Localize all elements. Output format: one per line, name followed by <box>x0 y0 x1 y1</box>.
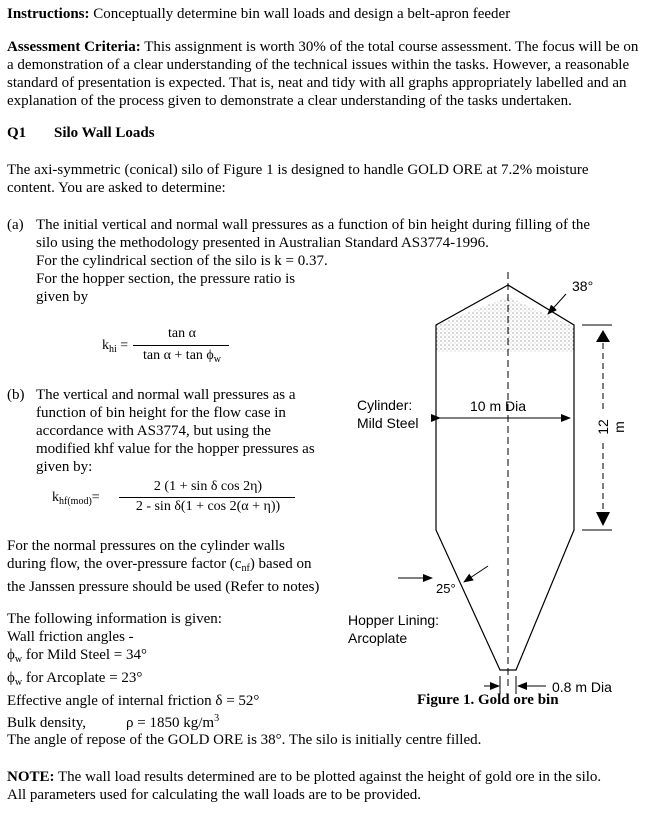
part-a-line-5: given by <box>36 289 89 305</box>
hopper-label-line-1: Hopper Lining: <box>348 612 440 628</box>
intro-line-1: The axi-symmetric (conical) silo of Figure 1 is designed to handle GOLD ORE at 7.2% moisture <box>7 162 589 178</box>
part-a-line-2: silo using the methodology presented in Australian Standard AS3774-1996. <box>36 235 489 251</box>
part-b-line-4: modified khf value for the hopper pressures as <box>36 441 315 457</box>
part-b-marker: (b) <box>7 387 25 403</box>
hopper-label-line-2: Arcoplate <box>348 630 408 646</box>
formula-2-equals: = <box>91 490 100 505</box>
normal-note-line-2-a: during flow, the over-pressure factor (c <box>7 556 242 572</box>
given-bulk-density-sup: 3 <box>214 713 220 724</box>
instructions-text: Conceptually determine bin wall loads and design a belt-apron feeder <box>89 6 511 22</box>
q1-title: Silo Wall Loads <box>54 125 155 141</box>
formula-2-denominator: 2 - sin δ(1 + cos 2(α + η)) <box>135 499 281 514</box>
given-phi-2-sub: w <box>14 677 23 688</box>
outlet-label: 0.8 m Dia <box>552 679 612 695</box>
given-arcoplate: for Arcoplate = 23° <box>22 670 143 686</box>
assessment-label: Assessment Criteria: <box>7 39 141 55</box>
assessment-line-3: standard of presentation is expected. That is, neat and tidy with all graphs appropriately labelled and an <box>7 75 627 91</box>
instructions-label: Instructions: <box>7 6 90 22</box>
given-line-2: Wall friction angles - <box>7 629 134 645</box>
ore-heap <box>436 297 574 352</box>
angle-38-arrow <box>548 294 566 314</box>
height-arrow-up <box>596 330 610 342</box>
formula-1-numerator: tan α <box>168 326 196 341</box>
formula-1-k: k <box>102 338 109 353</box>
angle-25-arrow-right <box>464 566 488 582</box>
formula-1-k-sub: hi <box>109 344 117 355</box>
height-label: 12 m <box>595 413 613 441</box>
normal-note-line-1: For the normal pressures on the cylinder walls <box>7 538 285 554</box>
normal-note-line-3: the Janssen pressure should be used (Refer to notes) <box>7 579 320 595</box>
height-arrow-down <box>596 512 610 526</box>
given-phi-1-sub: w <box>14 654 23 665</box>
hopper-label <box>348 611 439 647</box>
given-line-1: The following information is given: <box>7 611 222 627</box>
note-label: NOTE: <box>7 769 55 785</box>
cylinder-label-line-2: Mild Steel <box>357 415 419 431</box>
angle-25-label: 25° <box>436 581 456 596</box>
figure-caption: Figure 1. Gold ore bin <box>417 692 559 708</box>
part-b-line-1: The vertical and normal wall pressures as a <box>36 387 296 403</box>
intro-line-2: content. You are asked to determine: <box>7 180 226 196</box>
given-mild-steel: for Mild Steel = 34° <box>22 647 148 663</box>
given-line-5: Effective angle of internal friction δ = 52° <box>7 693 260 709</box>
note-line-1: The wall load results determined are to be plotted against the height of gold ore in the silo. <box>54 769 602 785</box>
cylinder-label <box>357 396 418 432</box>
assessment-line-1: This assignment is worth 30% of the total course assessment. The focus will be on <box>140 39 639 55</box>
note-line-2: All parameters used for calculating the wall loads are to be provided. <box>7 787 422 803</box>
part-a-line-1: The initial vertical and normal wall pressures as a function of bin height during filling of the <box>36 217 591 233</box>
part-a-line-3: For the cylindrical section of the silo is k = 0.37. <box>36 253 328 269</box>
formula-2-k-sub: hf(mod) <box>59 496 92 507</box>
formula-1-den-sub: w <box>213 354 222 365</box>
given-line-7: The angle of repose of the GOLD ORE is 38°. The silo is initially centre filled. <box>7 732 482 748</box>
part-a-line-4: For the hopper section, the pressure ratio is <box>36 271 296 287</box>
part-b-line-2: function of bin height for the flow case in <box>36 405 286 421</box>
given-phi-2: ϕ <box>7 670 15 686</box>
assessment-line-4: explanation of the process given to demonstrate a clear understanding of the tasks undertaken. <box>7 93 572 109</box>
part-b-line-5: given by: <box>36 459 93 475</box>
formula-2-numerator: 2 (1 + sin δ cos 2η) <box>153 479 263 494</box>
normal-note-line-2-b: ) based on <box>249 556 312 572</box>
formula-1-equals: = <box>120 338 129 353</box>
normal-note-cnf-sub: nf <box>241 563 250 574</box>
formula-1-den-text: tan α + tan ϕ <box>142 348 214 363</box>
formula-2-k: k <box>52 490 59 505</box>
part-a-marker: (a) <box>7 217 24 233</box>
cylinder-label-line-1: Cylinder: <box>357 397 413 413</box>
given-bulk-density-value: ρ = 1850 kg/m <box>126 715 215 731</box>
assessment-line-2: a demonstration of a clear understanding of the technical issues within the tasks. However, a reasonable <box>7 57 630 73</box>
part-b-line-3: accordance with AS3774, but using the <box>36 423 271 439</box>
q1-number: Q1 <box>7 125 27 141</box>
angle-38-label: 38° <box>572 278 594 294</box>
given-bulk-density-label: Bulk density, <box>7 715 87 731</box>
diameter-label: 10 m Dia <box>470 398 527 414</box>
given-phi-1: ϕ <box>7 647 15 663</box>
